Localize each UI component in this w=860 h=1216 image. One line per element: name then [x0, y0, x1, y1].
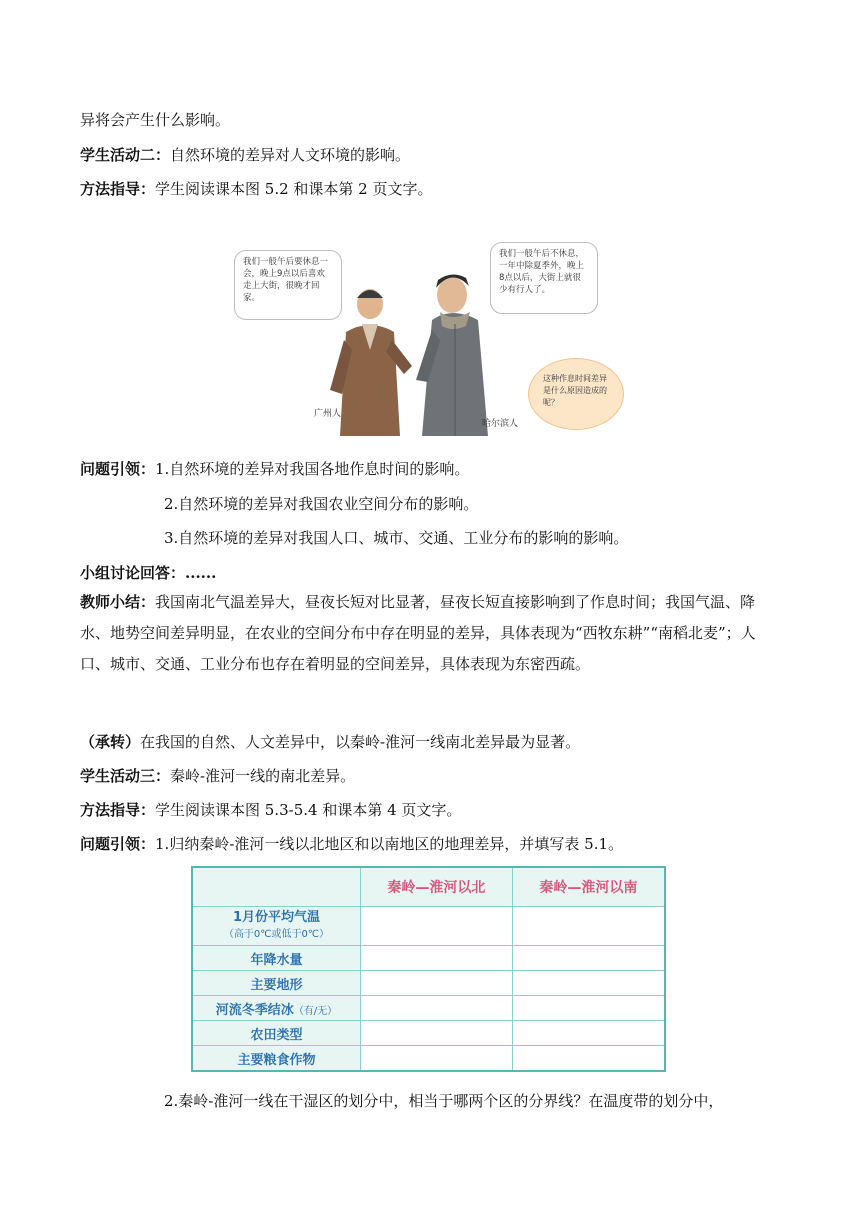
- header-cell: [192, 867, 361, 907]
- speech-bubble-left: 我们一般午后要休息一会，晚上9点以后喜欢走上大街，很晚才回家。: [234, 250, 342, 320]
- label: 学生活动三：: [80, 767, 171, 785]
- label: （承转）: [80, 733, 141, 751]
- table-row: [192, 971, 665, 996]
- figure-guangzhou-harbin: [226, 240, 642, 436]
- caption-guangzhou: 广州人: [314, 409, 342, 419]
- label: 问题引领：: [80, 460, 156, 478]
- table-row: [192, 996, 665, 1021]
- row-label: 年降水量: [192, 946, 361, 971]
- text: 1.归纳秦岭-淮河一线以北地区和以南地区的地理差异，并填写表 5.1。: [155, 835, 624, 853]
- row-label: 河流冬季结冰（有/无）: [192, 996, 361, 1021]
- question-bubble: 这种作息时间差异是什么原因造成的呢？: [528, 358, 624, 430]
- method-guide-2: [80, 800, 461, 820]
- text: 我国南北气温差异大，昼夜长短对比显著，昼夜长短直接影响到了作息时间；我国气温、降水、地势空间差异明显，在农业的空间分布中存在明显的差异，具体表现为“西牧东耕”“南稻北麦”；人口、城市、交通、工业分布也存在着明显的空间差异，具体表现为东密西疏。: [80, 593, 756, 673]
- caption-harbin: 哈尔滨人: [482, 419, 519, 429]
- activity-two: [80, 145, 410, 165]
- row-label: 1月份平均气温 （高于0℃或低于0℃）: [192, 907, 361, 946]
- text: 自然环境的差异对人文环境的影响。: [170, 146, 411, 164]
- text: 学生阅读课本图 5.2 和课本第 2 页文字。: [155, 180, 433, 198]
- people-illustration: [226, 240, 642, 436]
- row-label: 主要地形: [192, 971, 361, 996]
- label: 学生活动二：: [80, 146, 171, 164]
- question-lead-2: [80, 834, 623, 854]
- question-2-2: 2.秦岭-淮河一线在干湿区的划分中，相当于哪两个区的分界线？在温度带的划分中，: [164, 1092, 724, 1110]
- transition: [80, 732, 580, 752]
- header-cell: 秦岭—淮河以南: [512, 867, 665, 907]
- question-3: 3.自然环境的差异对我国人口、城市、交通、工业分布的影响的影响。: [164, 529, 629, 547]
- label: 问题引领：: [80, 835, 156, 853]
- text: 在我国的自然、人文差异中，以秦岭-淮河一线南北差异最为显著。: [140, 733, 581, 751]
- header-cell: 秦岭—淮河以北: [361, 867, 513, 907]
- row-label: 农田类型: [192, 1021, 361, 1046]
- speech-bubble-right: 我们一般午后不休息，一年中除夏季外，晚上8点以后，大街上就很少有行人了。: [490, 242, 598, 314]
- table-row: [192, 907, 665, 946]
- label: 方法指导：: [80, 801, 156, 819]
- table-row: [192, 1046, 665, 1072]
- text: 学生阅读课本图 5.3-5.4 和课本第 4 页文字。: [155, 801, 462, 819]
- text-line: 异将会产生什么影响。: [80, 111, 231, 129]
- table-header-row: [192, 867, 665, 907]
- teacher-summary: [80, 587, 780, 680]
- question-2: 2.自然环境的差异对我国农业空间分布的影响。: [164, 495, 479, 513]
- table-row: [192, 1021, 665, 1046]
- label: 方法指导：: [80, 180, 156, 198]
- table-row: [192, 946, 665, 971]
- activity-three: [80, 766, 355, 786]
- row-label: 主要粮食作物: [192, 1046, 361, 1072]
- question-lead: [80, 459, 469, 479]
- question-1: 1.自然环境的差异对我国各地作息时间的影响。: [155, 460, 470, 478]
- label: 教师小结：: [80, 593, 156, 611]
- table-5-1: [191, 866, 666, 1072]
- group-discussion: 小组讨论回答：......: [80, 564, 217, 582]
- text: 秦岭-淮河一线的南北差异。: [170, 767, 356, 785]
- method-guide-1: [80, 179, 433, 199]
